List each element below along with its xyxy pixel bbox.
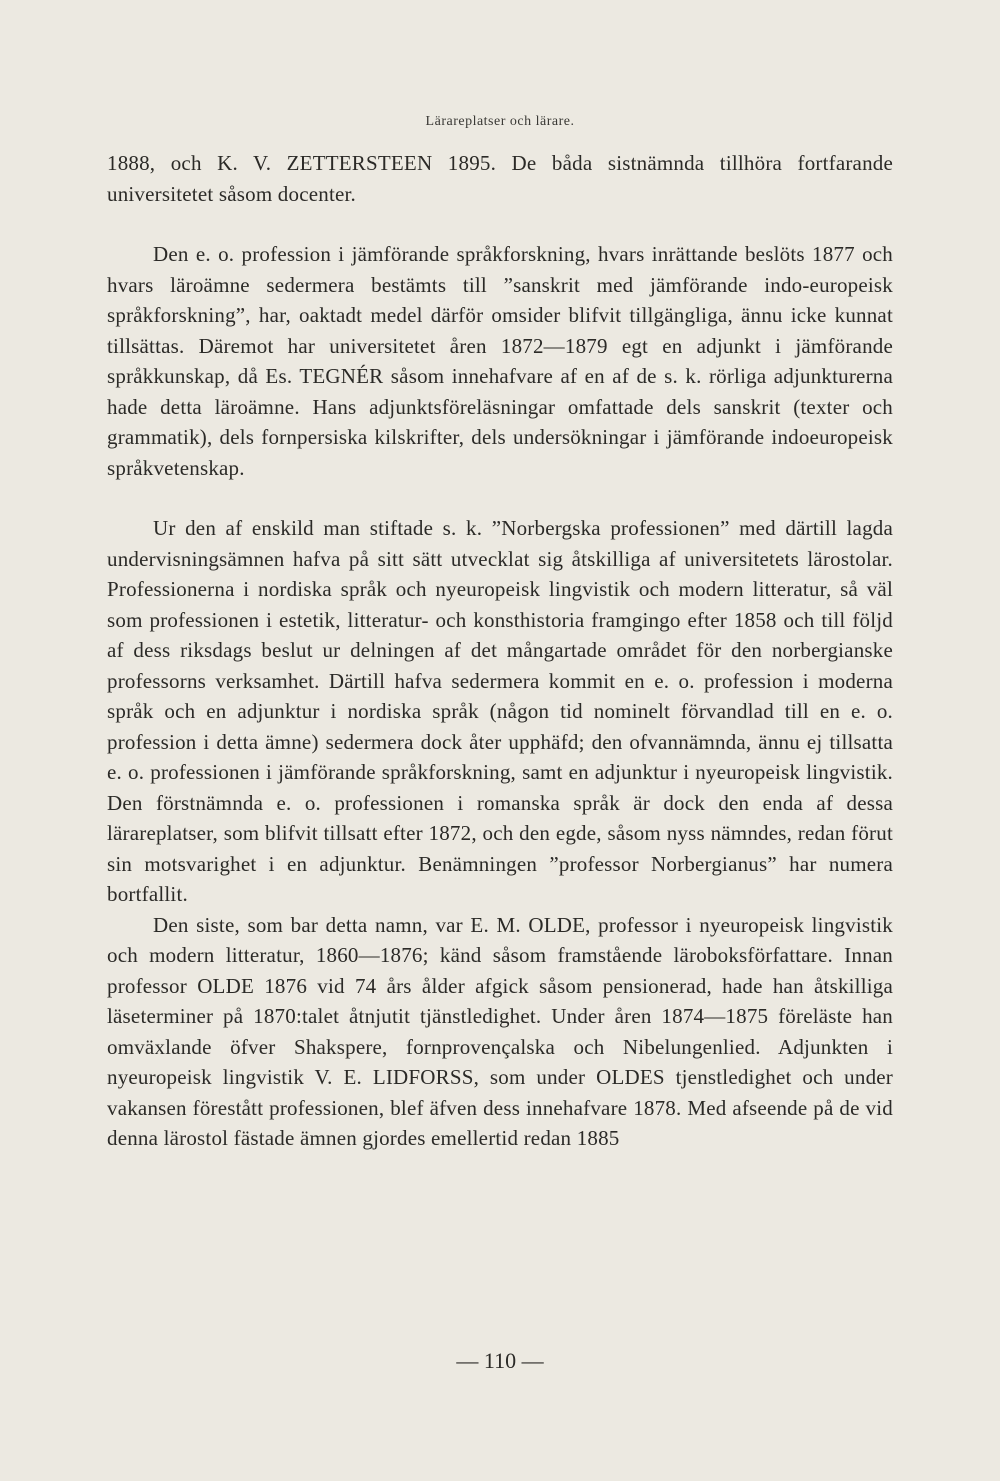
paragraph-norbergska-professionen: Ur den af enskild man stiftade s. k. ”Norbergska professionen” med därtill lagda undervisningsämnen hafva på sitt sätt utvecklat sig åtskilliga af universitetets lärostolar. Professionerna i nordiska språk och nyeuropeisk lingvistik och modern litteratur, så väl som professionen i estetik, litteratur- och konsthistoria framgingo efter 1858 och till följd af dess riksdags beslut ur delningen af det mångartade området för den norbergianske professorns verksamhet. Därtill hafva sedermera kommit en e. o. profession i moderna språk och en adjunktur i nordiska språk (någon tid nominelt förvandlad till en e. o. profession i detta ämne) sedermera dock åter upphäfd; den ofvannämnda, ännu ej tillsatta e. o. professionen i jämförande språkforskning, samt en adjunktur i nyeuropeisk lingvistik. Den förstnämnda e. o. professionen i romanska språk är dock den enda af dessa lärareplatser, som blifvit tillsatt efter 1872, och den egde, såsom nyss nämndes, redan förut sin motsvarighet i en adjunktur. Benämningen ”professor Norbergianus” har numera bortfallit. xyxy=(107,516,893,906)
running-header: Lärareplatser och lärare. xyxy=(425,114,575,129)
paragraph-continuation: 1888, och K. V. ZETTERSTEEN 1895. De båda sistnämnda tillhöra fortfarande universitetet såsom docenter. xyxy=(107,151,893,206)
page-number: — 110 — xyxy=(456,1348,544,1373)
body-text xyxy=(107,148,893,1154)
paragraph-comparative-linguistics: Den e. o. profession i jämförande språkforskning, hvars inrättande beslöts 1877 och hvars läroämne sedermera bestämts till ”sanskrit med jämförande indo-europeisk språkforskning”, har, oaktadt medel därför omsider blifvit tillgängliga, ännu icke kunnat tillsättas. Däremot har universitetet åren 1872—1879 egt en adjunkt i jämförande språkkunskap, då Es. TEGNÉR såsom innehafvare af en af de s. k. rörliga adjunkturerna hade detta läroämne. Hans adjunktsföreläsningar omfattade dels sanskrit (texter och grammatik), dels fornpersiska kilskrifter, dels undersökningar i jämförande indoeuropeisk språkvetenskap. xyxy=(107,242,893,480)
paragraph-olde: Den siste, som bar detta namn, var E. M. OLDE, professor i nyeuropeisk lingvistik och modern litteratur, 1860—1876; känd såsom framstående läroboksförfattare. Innan professor OLDE 1876 vid 74 års ålder afgick såsom pensionerad, hade han åtskilliga läseterminer på 1870:talet åtnjutit tjänstledighet. Under åren 1874—1875 föreläste han omväxlande öfver Shakspere, fornprovençalska och Nibelungenlied. Adjunkten i nyeuropeisk lingvistik V. E. LIDFORSS, som under OLDES tjenstledighet och under vakansen förestått professionen, blef äfven dess innehafvare 1878. Med afseende på de vid denna lärostol fästade ämnen gjordes emellertid redan 1885 xyxy=(107,912,893,1150)
